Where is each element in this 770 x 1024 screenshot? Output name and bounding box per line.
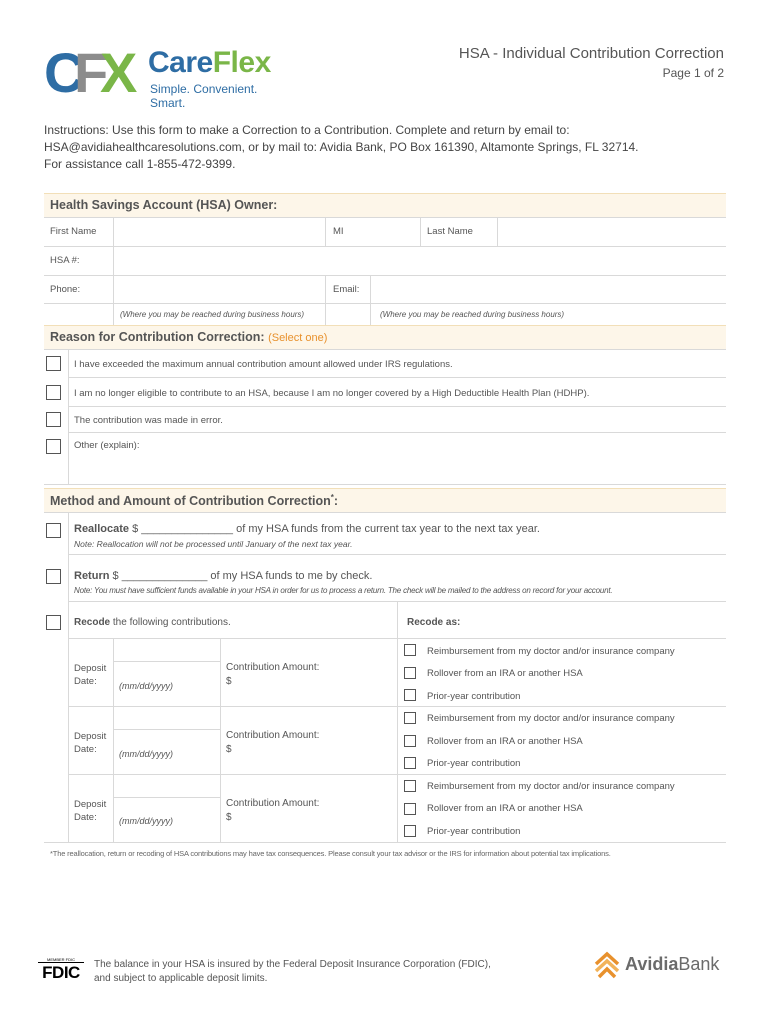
divider (220, 638, 221, 842)
date-hint: (mm/dd/yyyy) (119, 749, 173, 759)
dollar-sign: $ (226, 676, 232, 687)
recode-option-label: Prior-year contribution (427, 826, 521, 837)
fdic-logo (38, 957, 84, 983)
owner-section-title: Health Savings Account (HSA) Owner: (50, 198, 278, 212)
careflex-logo (44, 42, 289, 110)
method-section-header (44, 488, 726, 513)
divider (325, 217, 326, 246)
date-hint: (mm/dd/yyyy) (119, 681, 173, 691)
recode-label: Recode (74, 617, 111, 628)
svg-text:C: C (44, 42, 79, 98)
recode-as-label: Recode as: (407, 617, 461, 628)
last-name-field[interactable] (499, 219, 725, 244)
recode-option-checkbox[interactable] (404, 689, 416, 701)
reason-section-title (50, 330, 327, 344)
recode-option-checkbox[interactable] (404, 644, 416, 656)
phone-hint: (Where you may be reached during business hours) (120, 310, 305, 319)
page-title: HSA - Individual Contribution Correction (458, 45, 724, 62)
divider (68, 432, 726, 433)
contribution-amount-label: Contribution Amount: (226, 798, 320, 809)
recode-option-label: Reimbursement from my doctor and/or insurance company (427, 646, 675, 657)
deposit-date-field[interactable] (115, 799, 219, 839)
divider (44, 349, 726, 350)
divider (44, 512, 726, 513)
contribution-amount-label: Contribution Amount: (226, 730, 320, 741)
method-heading: Method and Amount of Contribution Correction (50, 494, 331, 509)
contribution-amount-field[interactable] (236, 676, 394, 702)
deposit-date-field[interactable] (115, 731, 219, 771)
email-field[interactable] (372, 277, 725, 302)
recode-option-label: Rollover from an IRA or another HSA (427, 668, 583, 679)
recode-option-label: Rollover from an IRA or another HSA (427, 803, 583, 814)
fdic-insured-line-2: and subject to applicable deposit limits. (94, 973, 268, 984)
recode-option-checkbox[interactable] (404, 825, 416, 837)
divider (68, 554, 726, 555)
method-colon: : (333, 494, 339, 509)
return-label: Return (74, 570, 110, 582)
divider (325, 275, 326, 325)
recode-option-checkbox[interactable] (404, 712, 416, 724)
date-hint: (mm/dd/yyyy) (119, 816, 173, 826)
fdic-small-text: MEMBER FDIC (38, 957, 84, 963)
brand-tagline: Simple. Convenient. Smart. (150, 82, 258, 110)
brand-name (148, 46, 271, 80)
reason-option-not-eligible: I am no longer eligible to contribute to an HSA, because I am no longer covered by a High Deductible Health Plan (HDHP). (74, 388, 590, 399)
reason-checkbox-error[interactable] (46, 412, 61, 427)
svg-text:X: X (100, 42, 138, 98)
method-asterisk: * (330, 493, 334, 502)
page-number: Page 1 of 2 (662, 66, 724, 80)
mi-label: MI (333, 226, 344, 237)
last-name-label: Last Name (427, 226, 473, 237)
recode-option-label: Reimbursement from my doctor and/or insurance company (427, 781, 675, 792)
mi-field[interactable] (350, 219, 418, 244)
divider (113, 797, 220, 798)
divider (68, 377, 726, 378)
reallocate-text: $ _______________ of my HSA funds from the current tax year to the next tax year. (132, 523, 540, 535)
deposit-date-label: Deposit Date: (74, 663, 107, 687)
recode-option-checkbox[interactable] (404, 803, 416, 815)
email-hint: (Where you may be reached during business hours) (380, 310, 565, 319)
email-label: Email: (333, 284, 360, 295)
reason-checkbox-exceeded[interactable] (46, 356, 61, 371)
recode-option-label: Rollover from an IRA or another HSA (427, 736, 583, 747)
reason-checkbox-not-eligible[interactable] (46, 385, 61, 400)
divider (68, 349, 69, 484)
recode-option-checkbox[interactable] (404, 735, 416, 747)
reallocate-line (74, 523, 540, 535)
reason-section-header (44, 325, 726, 350)
brand-name-care: Care (148, 46, 213, 79)
divider (44, 275, 726, 276)
reallocate-checkbox[interactable] (46, 523, 61, 538)
instructions-line-2: HSA@avidiahealthcaresolutions.com, or by mail to: Avidia Bank, PO Box 161390, Altamonte Springs, FL 32714. (44, 140, 639, 154)
return-checkbox[interactable] (46, 569, 61, 584)
divider (68, 706, 726, 707)
instructions-line-1: Instructions: Use this form to make a Correction to a Contribution. Complete and return by email to: (44, 123, 570, 137)
reason-checkbox-other[interactable] (46, 439, 61, 454)
phone-field[interactable] (115, 277, 323, 302)
divider (44, 484, 726, 485)
divider (68, 406, 726, 407)
deposit-date-field[interactable] (115, 663, 219, 703)
brand-name-flex: Flex (212, 46, 271, 79)
reason-option-exceeded: I have exceeded the maximum annual contribution amount allowed under IRS regulations. (74, 359, 453, 370)
recode-checkbox[interactable] (46, 615, 61, 630)
divider (44, 842, 726, 843)
reason-select-one: (Select one) (268, 332, 328, 344)
dollar-sign: $ (226, 744, 232, 755)
divider (420, 217, 421, 246)
fdic-insured-line-1: The balance in your HSA is insured by the Federal Deposit Insurance Corporation (FDIC), (94, 959, 491, 970)
instructions-line-3: For assistance call 1-855-472-9399. (44, 157, 236, 171)
divider (68, 638, 726, 639)
avidia-name-bold: Avidia (625, 954, 679, 974)
avidia-chevron-icon (593, 950, 621, 980)
divider (113, 661, 220, 662)
contribution-amount-field[interactable] (236, 812, 394, 838)
return-note: Note: You must have sufficient funds available in your HSA in order for us to process a return. The check will be mailed to the address on record for your account. (74, 586, 613, 595)
contribution-amount-field[interactable] (236, 744, 394, 770)
hsa-number-label: HSA #: (50, 255, 80, 266)
cfx-logo-mark (44, 42, 144, 98)
dollar-sign: $ (226, 812, 232, 823)
recode-text: the following contributions. (112, 617, 231, 628)
divider (497, 217, 498, 246)
owner-section-header (44, 193, 726, 218)
deposit-date-label: Deposit Date: (74, 799, 107, 823)
hsa-number-field[interactable] (115, 248, 725, 273)
divider (113, 729, 220, 730)
divider (44, 246, 726, 247)
fdic-text: FDIC (42, 963, 80, 982)
return-line (74, 570, 372, 582)
divider (68, 774, 726, 775)
contribution-amount-label: Contribution Amount: (226, 662, 320, 673)
avidia-bank-name (625, 954, 719, 975)
divider (113, 638, 114, 842)
tax-footnote: *The reallocation, return or recoding of HSA contributions may have tax consequences. Please consult your tax advisor or the IRS for information about potential tax implications. (50, 849, 611, 858)
reallocate-label: Reallocate (74, 523, 130, 535)
phone-label: Phone: (50, 284, 81, 295)
return-text: $ ______________ of my HSA funds to me by check. (112, 570, 373, 582)
first-name-field[interactable] (115, 219, 323, 244)
recode-option-label: Prior-year contribution (427, 691, 521, 702)
svg-text:F: F (74, 42, 103, 98)
method-section-title (50, 493, 338, 508)
divider (68, 512, 69, 842)
reallocate-note: Note: Reallocation will not be processed until January of the next tax year. (74, 539, 353, 549)
instructions (44, 122, 639, 173)
avidia-bank-logo (593, 950, 728, 980)
divider (44, 217, 726, 218)
divider (370, 275, 371, 325)
recode-option-checkbox[interactable] (404, 667, 416, 679)
recode-option-checkbox[interactable] (404, 780, 416, 792)
recode-line (74, 617, 231, 628)
deposit-date-label: Deposit Date: (74, 731, 107, 755)
divider (113, 217, 114, 325)
recode-option-label: Reimbursement from my doctor and/or insurance company (427, 713, 675, 724)
reason-heading: Reason for Contribution Correction: (50, 330, 265, 344)
recode-option-label: Prior-year contribution (427, 758, 521, 769)
reason-option-other: Other (explain): (74, 440, 140, 451)
other-explain-field[interactable] (70, 454, 725, 482)
reason-option-error: The contribution was made in error. (74, 415, 223, 426)
avidia-name-regular: Bank (678, 954, 720, 974)
first-name-label: First Name (50, 226, 97, 237)
divider (44, 303, 726, 304)
fdic-insured-text (94, 958, 491, 986)
recode-option-checkbox[interactable] (404, 757, 416, 769)
